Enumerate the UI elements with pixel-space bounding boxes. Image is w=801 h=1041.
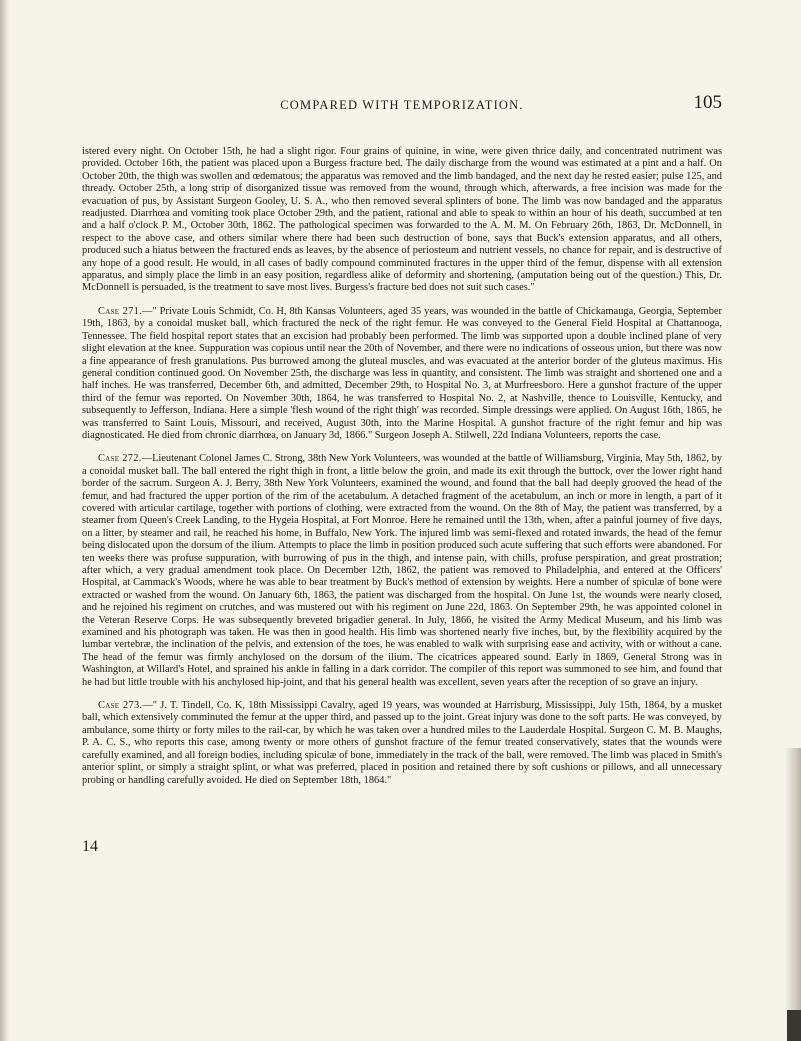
case-label: Case 272. <box>98 453 142 465</box>
paragraph-text: —" Private Louis Schmidt, Co. H, 8th Kansas Volunteers, aged 35 years, was wounded in the battle of Chickamauga, Georgia, September 19th, 1863, by a conoidal musket ball, which fractured the neck of the right femur. He was conveyed to the General Field Hospital at Chattanooga, Tennessee. The field hospital report states that an excision had probably been performed. The limb was supported upon a double inclined plane of very slight elevation at the knee. Suppuration was copious until near the 20th of November, and there were no indications of osseous union, but there was now a fine appearance of fresh granulations. Pus burrowed among the gluteal muscles, and was evacuated at the anterior border of the gluteus maximus. His general condition continued good. On November 25th, the discharge was less in quantity, and consistent. The limb was straight and shortened one and a half inches. He was transferred, December 6th, and admitted, December 29th, to Hospital No. 3, at Murfreesboro. Here a gunshot fracture of the upper third of the femur was reported. On November 30th, 1864, he was transferred to Hospital No. 2, at Nashville, thence to Louisville, Kentucky, and subsequently to Jefferson, Indiana. Here a simple 'flesh wound of the right thigh' was recorded. Simple dressings were applied. On August 16th, 1865, he was transferred to Saint Louis, Missouri, and received, August 30th, into the Marine Hospital. A gunshot fracture of the right femur and hip was diagnosticated. He died from chronic diarrhœa, on January 3d, 1866." Surgeon Joseph A. Stilwell, 22d Indiana Volunteers, reports the case. <box>82 305 723 441</box>
paragraph-continuation <box>82 146 722 295</box>
case-label: Case 271. <box>98 305 142 317</box>
paragraph-text: —" J. T. Tindell, Co. K, 18th Mississippi Cavalry, aged 19 years, was wounded at Harrisburg, Mississippi, July 15th, 1864, by a musket ball, which extensively comminuted the femur at the upper third, and passed up to the joint. Great injury was done to the soft parts. He was conveyed, by ambulance, some thirty or forty miles to the rail-car, by which he was taken over a hundred miles to the Lauderdale Hospital. Surgeon C. M. B. Maughs, P. A. C. S., who reports this case, among twenty or more others of gunshot fracture of the femur treated conservatively, states that the wounds were carefully examined, and all foreign bodies, including spiculæ of bone, immediately in the track of the ball, were removed. The limb was placed in Smith's anterior splint, or simply a straight splint, or what was preferred, placed in position and retained there by soft cushions or pillows, and all unnecessary probing or handling carefully avoided. He died on September 18th, 1864." <box>82 700 723 786</box>
scan-edge-shadow <box>785 748 801 1038</box>
binding-shadow <box>0 0 10 1041</box>
paragraph-text: istered every night. On October 15th, he had a slight rigor. Four grains of quinine, in wine, were given thrice daily, and concentrated nutriment was provided. October 16th, the patient was placed upon a Burgess fracture bed. The daily discharge from the wound was estimated at a pint and a half. On October 20th, the thigh was swollen and œdematous; the apparatus was removed and the limb bandaged, and the next day he rested easier; pulse 125, and thready. October 25th, a long strip of disorganized tissue was removed from the wound, through which, afterwards, a free incision was made for the evacuation of pus, by Assistant Surgeon Gooley, U. S. A., who then removed several splinters of bone. The limb was now bandaged and the apparatus readjusted. Diarrhœa and vomiting took place October 29th, and the patient, rational and able to speak to within an hour of his death, succumbed at ten and a half o'clock P. M., October 30th, 1862. The pathological specimen was forwarded to the A. M. M. On February 26th, 1863, Dr. McDonnell, in respect to the above case, and others similar where there had been such destruction of bone, says that Buck's extension apparatus, and all others, produced such a hiatus between the fractured ends as leaves, by the absence of periosteum and nutrient vessels, no chance for repair, and is destructive of any hope of a good result. He would, in all cases of badly compound comminuted fractures in the upper third of the femur, dispense with all extension apparatus, and simply place the limb in an easy position, regardless alike of deformity and shortening, (amputation being out of the question.) This, Dr. McDonnell is persuaded, is the treatment to save most lives. Burgess's fracture bed does not suit such cases." <box>82 146 722 294</box>
case-label: Case 273. <box>98 700 143 712</box>
case-paragraph <box>82 306 722 442</box>
signature-mark: 14 <box>82 838 98 855</box>
running-title: COMPARED WITH TEMPORIZATION. <box>280 98 524 112</box>
page-number: 105 <box>693 92 722 113</box>
page-header <box>82 92 722 116</box>
scan-edge-smudge <box>787 1010 801 1041</box>
case-paragraph <box>82 700 722 787</box>
body-text <box>82 146 722 798</box>
paragraph-text: —Lieutenant Colonel James C. Strong, 38th New York Volunteers, was wounded at the battle of Williamsburg, Virginia, May 5th, 1862, by a conoidal musket ball. The ball entered the right thigh in front, a little below the groin, and made its exit through the buttock, over the lower right hand border of the sacrum. Surgeon A. J. Berry, 38th New York Volunteers, examined the wound, and found that the ball had deeply grooved the head of the femur, and had fractured the upper portion of the rim of the acetabulum. A detached fragment of the acetabulum, an inch or more in length, a part of it covered with articular cartilage, together with portions of clothing, were extracted from the wound. On the 8th of May, the patient was transferred, by a steamer from Queen's Creek Landing, to the Hygeia Hospital, at Fort Monroe. Here he remained until the 13th, when, after a painful journey of five days, on a litter, by steamer and rail, he reached his home, in Buffalo, New York. The injured limb was semi-flexed and rotated inwards, the head of the femur being dislocated upon the dorsum of the ilium. Attempts to place the limb in position produced such acute suffering that such efforts were abandoned. For ten weeks there was profuse suppuration, with burrowing of pus in the thigh, and intense pain, with chills, profuse perspiration, and great prostration; after which, a very gradual amendment took place. On December 12th, 1862, the patient was removed to Philadelphia, and entered at the Officers' Hospital, at Cammack's Woods, where he was able to bear treatment by Buck's method of extension by weights. Here a number of spiculæ of bone were extracted or washed from the wound. On January 6th, 1863, the patient was discharged from the hospital. On June 1st, the wounds were nearly closed, and he rejoined his regiment on crutches, and was mustered out with his regiment on June 22d, 1863. On September 29th, he was appointed colonel in the Veteran Reserve Corps. He was subsequently breveted brigadier general. In July, 1866, he visited the Army Medical Museum, and his limb was examined and his photograph was taken. He was then in good health. His limb was shortened nearly five inches, but, by the flexibility acquired by the lumbar vertebræ, the inclination of the pelvis, and extension of the toes, he was enabled to walk with surprising ease and activity, with or without a cane. The head of the femur was firmly anchylosed on the dorsum of the ilium. The cicatrices appeared sound. Early in 1869, General Strong was in Washington, at Willard's Hotel, and sprained his ankle in falling in a dark corridor. The compiler of this report was summoned to see him, and found that he had but little trouble with his anchylosed hip-joint, and that his general health was excellent, seven years after the reception of so grave an injury. <box>82 453 722 688</box>
case-paragraph <box>82 453 722 689</box>
